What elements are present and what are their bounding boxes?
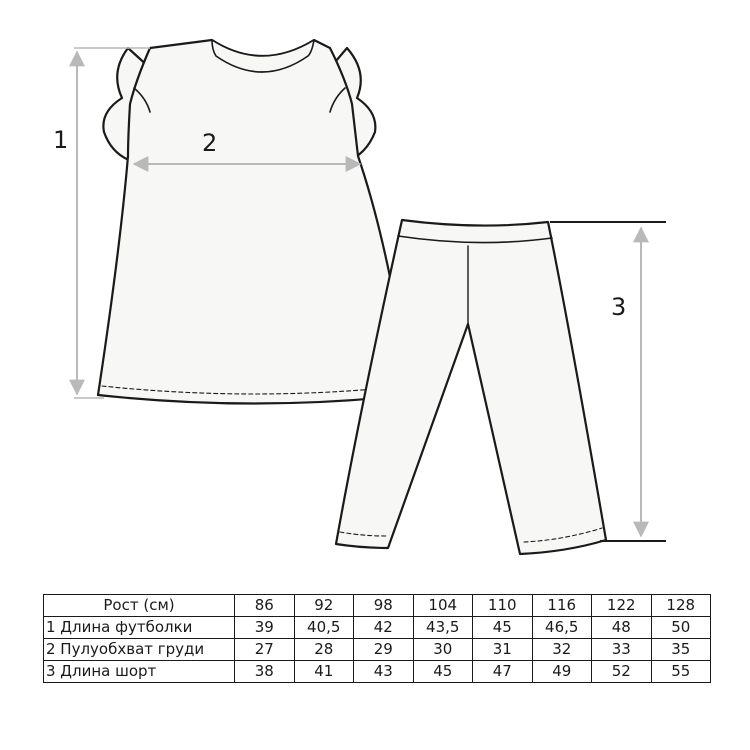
table-row	[44, 661, 711, 683]
size-cell: 92	[294, 595, 354, 617]
size-cell: 104	[413, 595, 473, 617]
size-cell: 110	[473, 595, 533, 617]
size-cell: 86	[235, 595, 295, 617]
size-cell: 116	[532, 595, 592, 617]
value-cell: 47	[473, 661, 533, 683]
value-cell: 50	[651, 617, 711, 639]
value-cell: 49	[532, 661, 592, 683]
value-cell: 32	[532, 639, 592, 661]
value-cell: 28	[294, 639, 354, 661]
table-row	[44, 617, 711, 639]
value-cell: 43	[354, 661, 414, 683]
size-cell: 122	[592, 595, 652, 617]
tshirt-sketch	[98, 40, 410, 404]
row-label-cell: 3 Длина шорт	[44, 661, 235, 683]
table-header-row	[44, 595, 711, 617]
size-table	[43, 594, 711, 683]
value-cell: 52	[592, 661, 652, 683]
value-cell: 46,5	[532, 617, 592, 639]
table-row	[44, 639, 711, 661]
value-cell: 43,5	[413, 617, 473, 639]
value-cell: 55	[651, 661, 711, 683]
row-label-cell: 2 Пулуобхват груди	[44, 639, 235, 661]
value-cell: 27	[235, 639, 295, 661]
value-cell: 35	[651, 639, 711, 661]
value-cell: 41	[294, 661, 354, 683]
value-cell: 30	[413, 639, 473, 661]
value-cell: 29	[354, 639, 414, 661]
size-cell: 128	[651, 595, 711, 617]
marker-tee-length: 1	[53, 126, 69, 154]
value-cell: 33	[592, 639, 652, 661]
size-cell: 98	[354, 595, 414, 617]
value-cell: 48	[592, 617, 652, 639]
value-cell: 31	[473, 639, 533, 661]
value-cell: 40,5	[294, 617, 354, 639]
value-cell: 45	[413, 661, 473, 683]
value-cell: 39	[235, 617, 295, 639]
value-cell: 45	[473, 617, 533, 639]
tshirt-body	[98, 40, 410, 404]
value-cell: 38	[235, 661, 295, 683]
header-label-cell: Рост (см)	[44, 595, 235, 617]
row-label-cell: 1 Длина футболки	[44, 617, 235, 639]
marker-half-chest: 2	[202, 129, 218, 157]
value-cell: 42	[354, 617, 414, 639]
marker-shorts-length: 3	[611, 293, 627, 321]
